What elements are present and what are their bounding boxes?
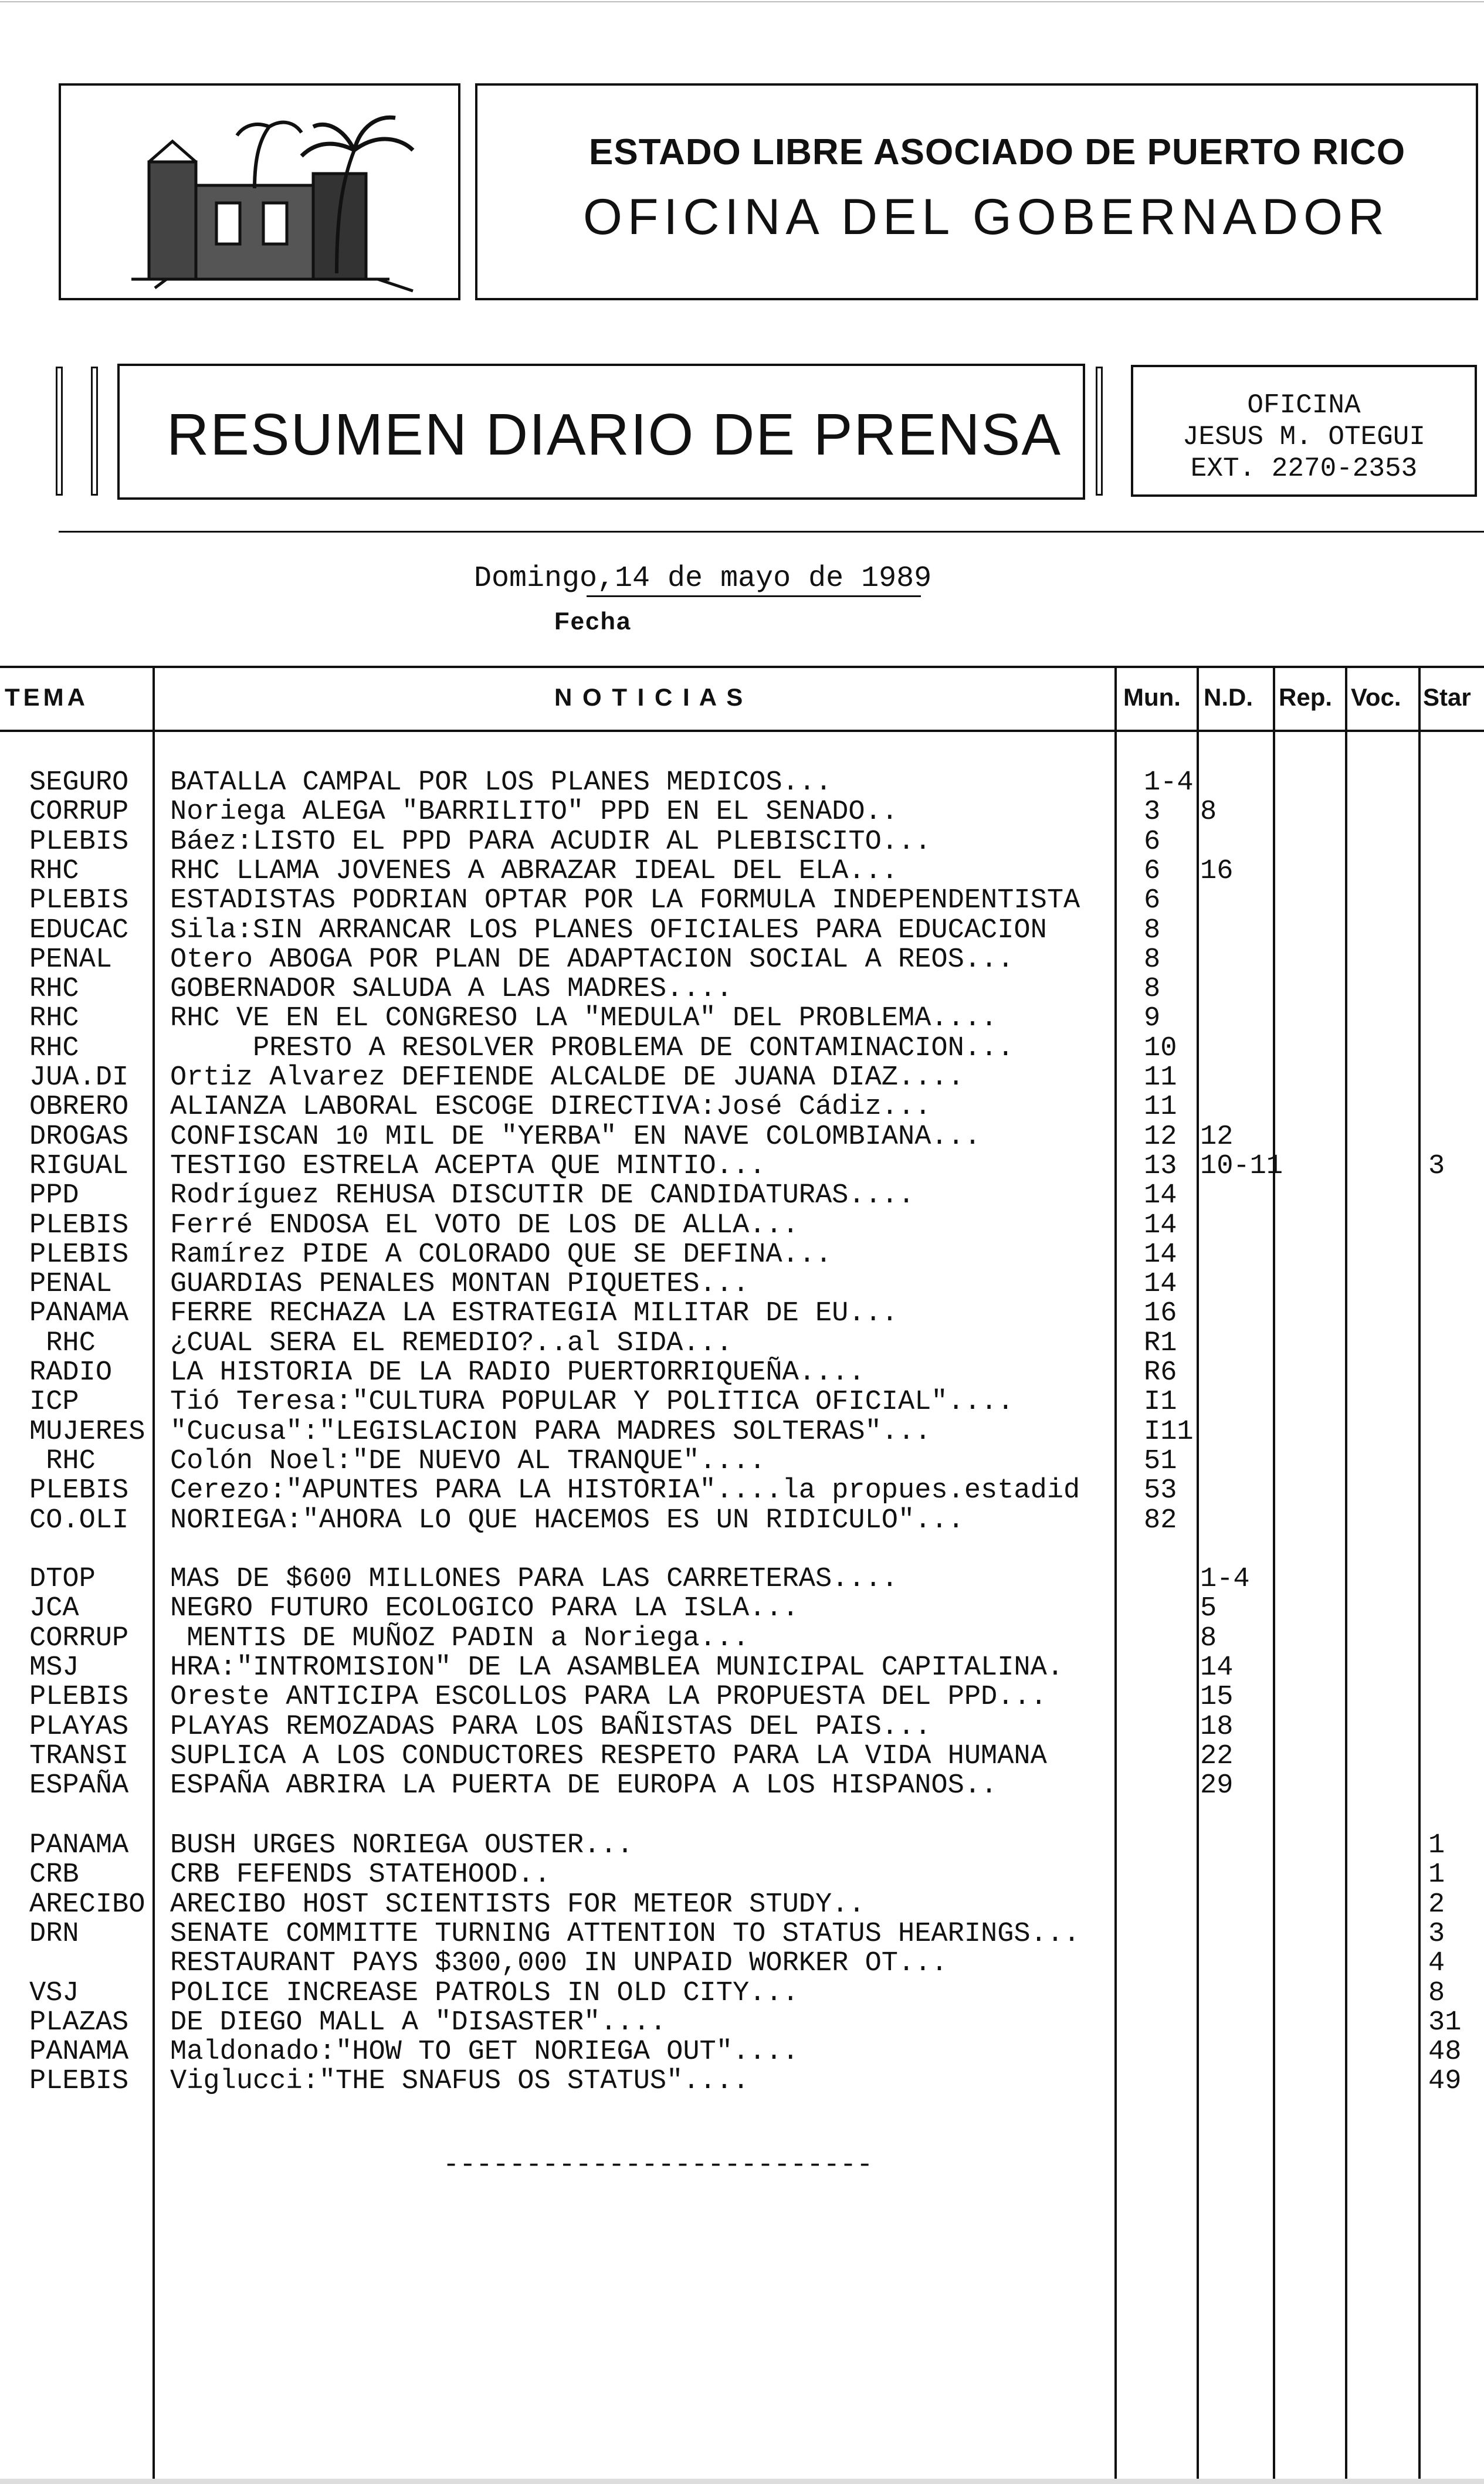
row-nd-page: 5 <box>1200 1593 1217 1624</box>
row-star-page: 8 <box>1428 1978 1445 2009</box>
row-mun-page: 12 <box>1144 1121 1177 1153</box>
row-star-page: 4 <box>1428 1948 1445 1979</box>
row-headline: CRB FEFENDS STATEHOOD.. <box>170 1859 551 1890</box>
row-headline: BUSH URGES NORIEGA OUSTER... <box>170 1830 633 1861</box>
row-headline: Oreste ANTICIPA ESCOLLOS PARA LA PROPUESTA DEL PPD... <box>170 1682 1047 1713</box>
contact-name: JESUS M. OTEGUI <box>1182 422 1426 452</box>
row-mun-page: 14 <box>1144 1269 1177 1300</box>
row-headline: GUARDIAS PENALES MONTAN PIQUETES... <box>170 1269 750 1300</box>
row-star-page: 1 <box>1428 1859 1445 1890</box>
table-row <box>0 1949 1484 1978</box>
row-tema: SEGURO <box>29 767 129 798</box>
table-row <box>0 1388 1484 1417</box>
table-row <box>0 798 1484 827</box>
banner-title-box <box>117 364 1085 500</box>
row-tema: PLEBIS <box>29 1210 129 1241</box>
row-mun-page: 10 <box>1144 1033 1177 1064</box>
row-tema: TRANSI <box>29 1741 129 1772</box>
row-headline: ¿CUAL SERA EL REMEDIO?..al SIDA... <box>170 1328 733 1359</box>
row-mun-page: I1 <box>1144 1387 1177 1418</box>
row-tema: DTOP <box>29 1564 96 1595</box>
contact-extension: EXT. 2270-2353 <box>1190 453 1418 484</box>
logo-box <box>59 83 460 300</box>
row-tema: PLAZAS <box>29 2007 129 2038</box>
row-headline: BATALLA CAMPAL POR LOS PLANES MEDICOS... <box>170 767 832 798</box>
table-row <box>0 886 1484 916</box>
row-tema: JUA.DI <box>29 1062 129 1093</box>
row-headline: CONFISCAN 10 MIL DE "YERBA" EN NAVE COLOMBIANA... <box>170 1121 981 1153</box>
row-mun-page: 3 <box>1144 797 1161 828</box>
column-header-noticias: N O T I C I A S <box>554 683 745 711</box>
row-tema: PANAMA <box>29 2036 129 2068</box>
table-row <box>0 1771 1484 1801</box>
row-tema: DRN <box>29 1919 79 1950</box>
row-headline: Viglucci:"THE SNAFUS OS STATUS".... <box>170 2066 750 2097</box>
row-headline: MAS DE $600 MILLONES PARA LAS CARRETERAS.... <box>170 1564 899 1595</box>
row-mun-page: 11 <box>1144 1062 1177 1093</box>
row-headline: Tió Teresa:"CULTURA POPULAR Y POLITICA OFICIAL".... <box>170 1387 1014 1418</box>
column-header-rep: Rep. <box>1279 683 1333 711</box>
table-row <box>0 1653 1484 1683</box>
table-row <box>0 1594 1484 1624</box>
row-headline: Rodríguez REHUSA DISCUTIR DE CANDIDATURAS.... <box>170 1180 915 1211</box>
row-mun-page: I11 <box>1144 1416 1194 1448</box>
row-tema: CORRUP <box>29 1623 129 1654</box>
row-nd-page: 29 <box>1200 1770 1234 1801</box>
row-tema: PANAMA <box>29 1298 129 1329</box>
table-row <box>0 1506 1484 1536</box>
row-nd-page: 18 <box>1200 1712 1234 1743</box>
table-row <box>0 1565 1484 1594</box>
row-nd-page: 12 <box>1200 1121 1234 1153</box>
row-mun-page: 6 <box>1144 856 1161 887</box>
table-row <box>0 975 1484 1004</box>
table-row <box>0 1329 1484 1358</box>
row-headline: ESTADISTAS PODRIAN OPTAR POR LA FORMULA INDEPENDENTISTA <box>170 885 1080 916</box>
row-tema: VSJ <box>29 1978 79 2009</box>
row-headline: Noriega ALEGA "BARRILITO" PPD EN EL SENADO.. <box>170 797 899 828</box>
header-state-name: ESTADO LIBRE ASOCIADO DE PUERTO RICO <box>589 132 1406 172</box>
table-row <box>0 1683 1484 1712</box>
row-headline: PLAYAS REMOZADAS PARA LOS BAÑISTAS DEL PAIS... <box>170 1712 931 1743</box>
table-row <box>0 1624 1484 1653</box>
table-row <box>0 1358 1484 1388</box>
row-tema: RHC <box>29 1033 79 1064</box>
row-headline: RESTAURANT PAYS $300,000 IN UNPAID WORKER OT... <box>170 1948 948 1979</box>
row-mun-page: 82 <box>1144 1505 1177 1536</box>
row-mun-page: 51 <box>1144 1446 1177 1477</box>
row-headline: FERRE RECHAZA LA ESTRATEGIA MILITAR DE EU... <box>170 1298 899 1329</box>
row-headline: NORIEGA:"AHORA LO QUE HACEMOS ES UN RIDICULO"... <box>170 1505 964 1536</box>
row-headline: Ortiz Alvarez DEFIENDE ALCALDE DE JUANA DIAZ.... <box>170 1062 964 1093</box>
row-nd-page: 8 <box>1200 1623 1217 1654</box>
contact-office: OFICINA <box>1247 390 1361 421</box>
table-row <box>0 2008 1484 2038</box>
row-mun-page: R1 <box>1144 1328 1177 1359</box>
row-tema: PLEBIS <box>29 1682 129 1713</box>
row-tema: PLEBIS <box>29 885 129 916</box>
table-header-border <box>0 730 1484 732</box>
row-tema: ARECIBO <box>29 1889 145 1920</box>
row-headline: MENTIS DE MUÑOZ PADIN a Noriega... <box>170 1623 750 1654</box>
top-edge <box>0 1 1484 2</box>
row-mun-page: 9 <box>1144 1003 1161 1034</box>
row-headline: SENATE COMMITTE TURNING ATTENTION TO STATUS HEARINGS... <box>170 1919 1080 1950</box>
table-row <box>0 1034 1484 1063</box>
table-row <box>0 2038 1484 2067</box>
column-header-voc: Voc. <box>1351 683 1401 711</box>
row-nd-page: 16 <box>1200 856 1234 887</box>
row-tema: RIGUAL <box>29 1151 129 1182</box>
row-mun-page: 8 <box>1144 974 1161 1005</box>
table-row <box>0 1123 1484 1152</box>
row-headline: NEGRO FUTURO ECOLOGICO PARA LA ISLA... <box>170 1593 799 1624</box>
row-headline: DE DIEGO MALL A "DISASTER".... <box>170 2007 667 2038</box>
table-row <box>0 1476 1484 1506</box>
table-row <box>0 1063 1484 1093</box>
row-star-page: 1 <box>1428 1830 1445 1861</box>
column-header-mun: Mun. <box>1123 683 1181 711</box>
table-row <box>0 1920 1484 1949</box>
row-tema: CORRUP <box>29 797 129 828</box>
row-tema: PLEBIS <box>29 826 129 858</box>
table-row <box>0 1713 1484 1742</box>
fecha-label: Fecha <box>554 607 632 635</box>
column-header-tema: TEMA <box>5 683 89 711</box>
column-header-nd: N.D. <box>1204 683 1253 711</box>
row-star-page: 3 <box>1428 1919 1445 1950</box>
row-headline: Ferré ENDOSA EL VOTO DE LOS DE ALLA... <box>170 1210 799 1241</box>
table-row <box>0 1004 1484 1033</box>
row-star-page: 3 <box>1428 1151 1445 1182</box>
table-row <box>0 1890 1484 1920</box>
row-mun-page: 1-4 <box>1144 767 1194 798</box>
row-nd-page: 14 <box>1200 1652 1234 1683</box>
row-tema: MSJ <box>29 1652 79 1683</box>
row-headline: Sila:SIN ARRANCAR LOS PLANES OFICIALES PARA EDUCACION <box>170 915 1047 946</box>
row-headline: "Cucusa":"LEGISLACION PARA MADRES SOLTERAS"... <box>170 1416 931 1448</box>
row-tema: ICP <box>29 1387 79 1418</box>
contact-box <box>1131 365 1477 497</box>
column-header-star: Star <box>1423 683 1471 711</box>
banner-bar-left-1 <box>56 367 63 496</box>
row-headline: Ramírez PIDE A COLORADO QUE SE DEFINA... <box>170 1239 832 1270</box>
table-row <box>0 768 1484 798</box>
row-star-page: 31 <box>1428 2007 1462 2038</box>
row-star-page: 48 <box>1428 2036 1462 2068</box>
row-headline: ESPAÑA ABRIRA LA PUERTA DE EUROPA A LOS HISPANOS.. <box>170 1770 998 1801</box>
row-mun-page: 6 <box>1144 826 1161 858</box>
row-tema: RHC <box>29 1003 79 1034</box>
bottom-edge <box>0 2479 1484 2484</box>
header-office-name: OFICINA DEL GOBERNADOR <box>583 189 1390 245</box>
row-star-page: 2 <box>1428 1889 1445 1920</box>
row-headline: Maldonado:"HOW TO GET NORIEGA OUT".... <box>170 2036 799 2068</box>
row-tema: PENAL <box>29 944 113 975</box>
table-row <box>0 1093 1484 1122</box>
row-mun-page: 6 <box>1144 885 1161 916</box>
row-tema: PLEBIS <box>29 1239 129 1270</box>
table-row <box>0 1742 1484 1771</box>
row-tema: OBRERO <box>29 1092 129 1123</box>
table-row <box>0 1831 1484 1861</box>
row-tema: ESPAÑA <box>29 1770 129 1801</box>
row-headline: TESTIGO ESTRELA ACEPTA QUE MINTIO... <box>170 1151 766 1182</box>
table-row <box>0 1181 1484 1211</box>
report-date-underline <box>587 595 921 597</box>
row-tema: RADIO <box>29 1357 113 1388</box>
row-headline: ALIANZA LABORAL ESCOGE DIRECTIVA:José Cádiz... <box>170 1092 931 1123</box>
row-headline: HRA:"INTROMISION" DE LA ASAMBLEA MUNICIPAL CAPITALINA. <box>170 1652 1064 1683</box>
row-mun-page: 14 <box>1144 1210 1177 1241</box>
row-tema: PPD <box>29 1180 79 1211</box>
table-row <box>0 857 1484 886</box>
row-tema: RHC <box>29 974 79 1005</box>
table-row <box>0 1418 1484 1447</box>
row-mun-page: 53 <box>1144 1475 1177 1506</box>
row-nd-page: 10-11 <box>1200 1151 1283 1182</box>
row-mun-page: 13 <box>1144 1151 1177 1182</box>
banner-bar-left-2 <box>91 367 98 496</box>
row-mun-page: R6 <box>1144 1357 1177 1388</box>
row-mun-page: 8 <box>1144 915 1161 946</box>
banner-bar-right-1 <box>1096 367 1103 496</box>
row-tema: EDUCAC <box>29 915 129 946</box>
row-headline: POLICE INCREASE PATROLS IN OLD CITY... <box>170 1978 799 2009</box>
governor-building-illustration-icon <box>61 86 458 298</box>
row-headline: RHC LLAMA JOVENES A ABRAZAR IDEAL DEL ELA... <box>170 856 899 887</box>
row-headline: GOBERNADOR SALUDA A LAS MADRES.... <box>170 974 733 1005</box>
row-mun-page: 16 <box>1144 1298 1177 1329</box>
title-box <box>475 83 1478 300</box>
row-tema: CO.OLI <box>29 1505 129 1536</box>
banner-title: RESUMEN DIARIO DE PRENSA <box>167 402 1062 467</box>
table-row <box>0 1211 1484 1241</box>
row-tema: DROGAS <box>29 1121 129 1153</box>
table-row <box>0 1270 1484 1299</box>
row-nd-page: 22 <box>1200 1741 1234 1772</box>
header-separator <box>59 531 1484 533</box>
row-tema: JCA <box>29 1593 79 1624</box>
row-headline: Báez:LISTO EL PPD PARA ACUDIR AL PLEBISCITO... <box>170 826 931 858</box>
row-headline: SUPLICA A LOS CONDUCTORES RESPETO PARA LA VIDA HUMANA <box>170 1741 1047 1772</box>
table-top-border <box>0 666 1484 668</box>
row-headline: LA HISTORIA DE LA RADIO PUERTORRIQUEÑA.... <box>170 1357 865 1388</box>
table-row <box>0 916 1484 946</box>
table-row <box>0 828 1484 857</box>
row-headline: Cerezo:"APUNTES PARA LA HISTORIA"....la propues.estadid <box>170 1475 1080 1506</box>
row-headline: RHC VE EN EL CONGRESO LA "MEDULA" DEL PROBLEMA.... <box>170 1003 998 1034</box>
row-headline: ARECIBO HOST SCIENTISTS FOR METEOR STUDY.. <box>170 1889 865 1920</box>
row-headline: Otero ABOGA POR PLAN DE ADAPTACION SOCIAL A REOS... <box>170 944 1014 975</box>
row-tema: PANAMA <box>29 1830 129 1861</box>
row-mun-page: 14 <box>1144 1239 1177 1270</box>
row-tema: RHC <box>29 856 79 887</box>
row-tema: MUJERES <box>29 1416 145 1448</box>
row-mun-page: 8 <box>1144 944 1161 975</box>
row-tema: RHC <box>29 1446 96 1477</box>
row-tema: PENAL <box>29 1269 113 1300</box>
row-nd-page: 8 <box>1200 797 1217 828</box>
table-row <box>0 1152 1484 1181</box>
row-nd-page: 1-4 <box>1200 1564 1250 1595</box>
row-nd-page: 15 <box>1200 1682 1234 1713</box>
table-row <box>0 1447 1484 1476</box>
table-row <box>0 946 1484 975</box>
row-star-page: 49 <box>1428 2066 1462 2097</box>
row-tema: PLEBIS <box>29 2066 129 2097</box>
row-headline: PRESTO A RESOLVER PROBLEMA DE CONTAMINACION... <box>170 1033 1014 1064</box>
table-row <box>0 1861 1484 1890</box>
table-row <box>0 2067 1484 2096</box>
table-row <box>0 1979 1484 2008</box>
table-row <box>0 1299 1484 1329</box>
row-mun-page: 14 <box>1144 1180 1177 1211</box>
row-tema: PLEBIS <box>29 1475 129 1506</box>
row-tema: RHC <box>29 1328 96 1359</box>
table-row <box>0 1241 1484 1270</box>
row-mun-page: 11 <box>1144 1092 1177 1123</box>
row-tema: PLAYAS <box>29 1712 129 1743</box>
row-tema: CRB <box>29 1859 79 1890</box>
row-headline: Colón Noel:"DE NUEVO AL TRANQUE".... <box>170 1446 766 1477</box>
footer-rule: -------------------------- <box>443 2150 873 2181</box>
report-date: Domingo,14 de mayo de 1989 <box>474 562 932 595</box>
